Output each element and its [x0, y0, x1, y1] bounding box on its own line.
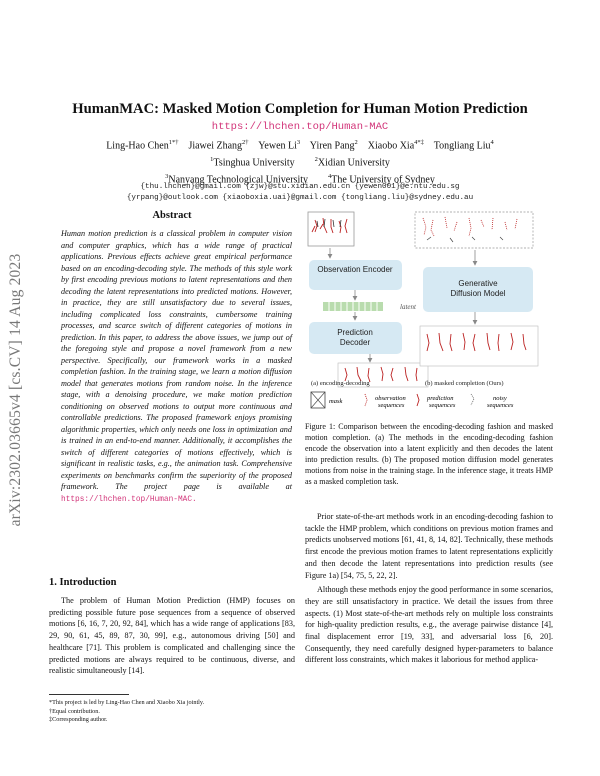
- right-column-body: [305, 511, 553, 666]
- author-list: Ling-Hao Chen$^{1*\dagger}$ Jiawei Zhang$^{2\dagger}$ Yewen Li$^3$ Yiren Pang$^2$ Xiaobo Xia$^{4*\ddagger}$ Tongliang Liu$^4$: [106, 139, 494, 152]
- authors-block: [0, 136, 600, 186]
- noisy-sequence-b: [415, 212, 533, 248]
- observation-sequence-a: [308, 212, 354, 246]
- paragraph: Although these methods enjoy the good performance in some scenarios, they are still unsatisfactory in practice. We detail the issues from three aspects. (1) Most state-of-the-art methods rely on multiple loss constraints for high-quality prediction results, e.g., the average pairwise distance [4], final displacement error [19, 33], and adversarial loss [6, 20]. Consequently, they need carefully designed hyper-parameters to balance different loss constraints, which makes it laborious for method applica-: [305, 585, 554, 665]
- legend-prediction: prediction sequences: [427, 395, 456, 409]
- prediction-decoder-label: Prediction Decoder: [337, 328, 373, 347]
- abstract-body: Human motion prediction is a classical problem in computer vision and computer graphics, which has a wide range of practical applications. Previous effects achieve great empirical performance based on an encoding-decoding style. The methods of this style work by first encoding previous motions to latent representations and then decoding the latent representations into predicted motions. However, in practice, they are still unsatisfactory due to several issues, including complicated loss constraints, cumbersome training processes, and scarce switch of different categories of motions in prediction. In this paper, to address the above issues, we jump out of the foregoing style and propose a novel framework from a new perspective. Specifically, our framework works in a masked completion fashion. In the training stage, we learn a motion diffusion model that generates motions from random noise. In the inference stage, with a denoising procedure, we make motion prediction conditioning on observed motions to output more continuous and controllable predictions. The proposed framework enjoys promising algorithmic properties, which only needs one loss in optimization and is trained in an end-to-end manner. Additionally, it accomplishes the switch of different categories of motions effectively, which is significant in realistic tasks, e.g., the animation task. Comprehensive experiments on benchmarks confirm the superiority of the proposed framework. The project page is available at https://lhchen.top/Human-MAC.: [61, 229, 292, 504]
- figure-caption: Figure 1: Comparison between the encoding-decoding fashion and masked motion completion. (a) The methods in the encoding-decoding fashion encode the observation into a latent explicitly and then decodes the latent into prediction results. (b) The proposed motion diffusion model generates motions from noise in the training stage. In the inference stage, it treats HMP as a masked completion task.: [305, 422, 553, 486]
- footnotes: [49, 694, 295, 725]
- latent-label: latent: [400, 303, 416, 311]
- author: Yewen Li: [258, 140, 297, 152]
- intro-body: The problem of Human Motion Prediction (HMP) focuses on predicting possible future pose sequences from a sequence of observed motions [6, 16, 7, 20, 92, 84], which has a wide range of applications [83, 29, 90, 61, 45, 89, 87, 30, 99], e.g., autonomous driving [50] and healthcare [71]. This problem is complicated and challenging since the predicted motions are always required to be continuous, diverse, and realistic simultaneously [14].: [49, 596, 295, 676]
- author: Ling-Hao Chen: [106, 140, 169, 152]
- author: Yiren Pang: [309, 140, 355, 152]
- affiliation-row-2: $^3$Nanyang Technological University $^4$The University of Sydney: [165, 172, 435, 185]
- footnote-rule: [49, 694, 129, 695]
- svg-text:mask: mask: [329, 398, 343, 405]
- figure-1: [305, 210, 553, 415]
- abstract-link[interactable]: https://lhchen.top/Human-MAC.: [61, 495, 197, 504]
- email-line: {yrpang}@outlook.com {xiaoboxia.uai}@gmail.com {tongliang.liu}@sydney.edu.au: [126, 194, 474, 202]
- affiliation-row-1: $^1$Tsinghua University $^2$Xidian University: [210, 155, 390, 169]
- arxiv-stamp: arXiv:2302.03665v4 [cs.CV] 14 Aug 2023: [7, 253, 24, 527]
- intro-heading: 1. Introduction: [49, 577, 117, 588]
- author: Tongliang Liu: [433, 140, 491, 152]
- author: Jiawei Zhang: [188, 140, 243, 152]
- legend-observation: observation sequences: [375, 395, 406, 409]
- abstract-section: [49, 210, 295, 506]
- footnote: †Equal contribution.: [49, 707, 100, 715]
- author: Xiaobo Xia: [367, 140, 415, 152]
- affiliation: The University of Sydney: [331, 173, 435, 185]
- subcaption-a: (a) encoding-decoding: [311, 380, 370, 387]
- affiliation: Tsinghua University: [213, 157, 295, 169]
- affiliation: Nanyang Technological University: [168, 173, 309, 185]
- legend-noisy: noisy sequences: [487, 395, 514, 409]
- project-url[interactable]: https://lhchen.top/Human-MAC: [211, 121, 389, 133]
- affiliation: Xidian University: [317, 157, 390, 169]
- prediction-sequence-b: [420, 326, 538, 366]
- introduction-section: [49, 577, 295, 677]
- paper-title: HumanMAC: Masked Motion Completion for Human Motion Prediction: [72, 101, 528, 117]
- abstract-heading: Abstract: [152, 210, 192, 221]
- subcaption-b: (b) masked completion (Ours): [425, 380, 504, 387]
- emails-block: [0, 182, 600, 204]
- observation-encoder-label: Observation Encoder: [317, 265, 393, 274]
- figure-legend: [311, 392, 514, 409]
- footnote: ‡Corresponding author.: [49, 716, 108, 723]
- generative-model-label: Generative Diffusion Model: [450, 279, 506, 298]
- figure-diagram: [305, 210, 553, 415]
- footnote: *This project is led by Ling-Hao Chen and Xiaobo Xia jointly.: [49, 699, 205, 706]
- latent-bar: [323, 302, 383, 311]
- paragraph: Prior state-of-the-art methods work in an encoding-decoding fashion to tackle the HMP problem, which conditions on previous motion frames and predicts unobserved motions [61, 41, 8, 14, 82]. Technically, these methods first encode the previous motion frames to latent representations explicitly and then decode the latent representations into prediction results (see Figure 1a) [54, 75, 5, 22, 2].: [305, 512, 553, 580]
- email-line: {thu.lhchen}@gmail.com {zjw}@stu.xidian.edu.cn {yewen001}@e.ntu.edu.sg: [140, 183, 460, 191]
